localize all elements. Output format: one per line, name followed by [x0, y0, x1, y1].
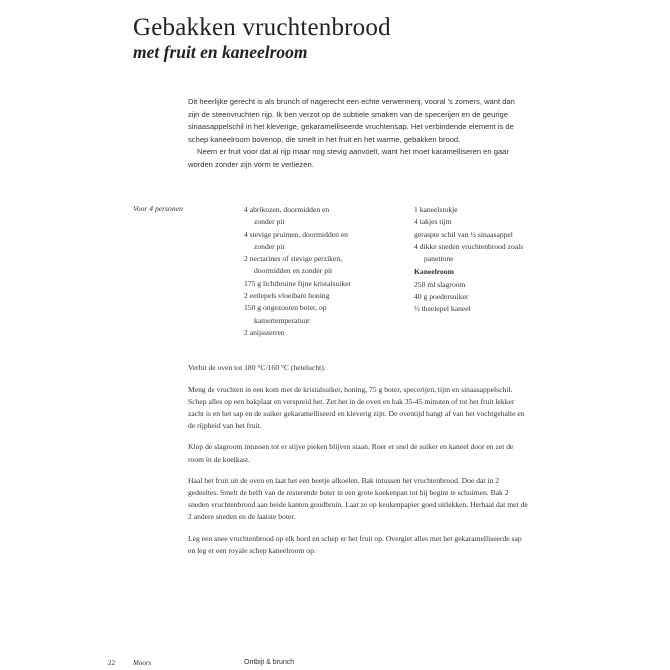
ingredient-line: 1 kaneelstokje	[414, 205, 458, 214]
ingredient-line: doormidden en zonder pit	[254, 266, 333, 276]
method-step: Leg een snee vruchtenbrood op elk bord en schep er het fruit op. Overgiet alles met het gekaramelliseerde sap en leg er een royale schep kaneelroom op.	[188, 534, 522, 556]
page-footer	[0, 659, 670, 670]
ingredient-line: geraspte schil van ½ sinaasappel	[414, 229, 513, 239]
ingredient-line: 150 g ongezouten boter, op	[244, 303, 327, 313]
ingredient-line: 4 dikke sneden vruchtenbrood zoals	[414, 241, 524, 251]
ingredient-line: 250 ml slagroom	[414, 279, 466, 289]
recipe-title: Gebakken vruchtenbrood	[133, 14, 391, 41]
ingredient-subheading: Kaneelroom	[414, 267, 454, 277]
ingredients-column-2	[414, 204, 584, 316]
section-name: Ontbijt & brunch	[244, 659, 295, 666]
ingredient-line: kamertemperatuur	[254, 315, 310, 325]
ingredients-column-1	[244, 204, 404, 339]
ingredient-line: zonder pit	[254, 217, 285, 227]
method-step: Klop de slagroom intussen tot er stijve pieken blijven staan. Roer er snel de suiker en kaneel door en zet de room in de koelkast.	[188, 442, 514, 464]
method-step: Verhit de oven tot 180 °C/160 °C (hetelucht).	[188, 363, 326, 372]
intro-paragraph: Neem er fruit voor dat al rijp maar nog stevig aanvoelt, want het moet karamelliseren en gaar worden zonder zijn vorm te verliezen.	[188, 147, 509, 169]
ingredient-line: 4 stevige pruimen, doormidden en	[244, 229, 348, 239]
ingredient-line: 2 eetlepels vloeibare honing	[244, 291, 330, 301]
ingredient-line: 2 anijssterren	[244, 327, 285, 337]
servings-label: Voor 4 personen	[133, 204, 183, 213]
ingredient-line: 40 g poedersuiker	[414, 292, 469, 302]
intro-paragraph: Dit heerlijke gerecht is als brunch of nagerecht een echte verwennerij, vooral 's zomers, want dan zijn de steenvruchten rijp. Ik ben verzot op de subtiele smaken van de specerijen en de geurige sinaasappelschil in het kleverige, gekaramelliseerde vruchtensap. Het verbindende element is de schep kaneelroom bovenop, die smelt in het fruit en het warme, gebakken brood.	[188, 97, 515, 144]
ingredient-line: ½ theelepel kaneel	[414, 304, 471, 314]
ingredient-line: 175 g lichtbruine fijne kristalsuiker	[244, 278, 352, 288]
intro-text	[188, 96, 528, 172]
ingredient-line: zonder pit	[254, 241, 285, 251]
method-step: Meng de vruchten in een kom met de kristalsuiker, honing, 75 g boter, specerijen, tijm en sinaasappelschil. Schep alles op een bakplaat en verspreid het. Zet het in de oven en bak 35-45 minuten of tot het fruit lekker zacht is en het sap en de suiker gekaramelliseerd en kleverig zijn. De oventijd hangt af van het vochtgehalte en de rijpheid van het fruit.	[188, 384, 525, 430]
ingredient-line: 4 abrikozen, doormidden en	[244, 205, 330, 214]
method-step: Haal het fruit uit de oven en laat het een beetje afkoelen. Bak intussen het vruchtenbrood. Doe dat in 2 gedeeltes. Smelt de helft van de resterende boter in een grote koekenpan tot hij begint te schuimen. Bak 2 sneden vruchtenbrood aan beide kanten goudbruin. Laat ze op keukenpapier goed uitlekken. Herhaal dat met de 2 andere sneden en de laatste boter.	[188, 476, 528, 522]
method-text	[188, 362, 528, 567]
ingredient-line: 4 takjes tijm	[414, 217, 452, 227]
ingredient-line: panettone	[424, 254, 454, 264]
book-title: Moors	[133, 659, 152, 667]
ingredient-line: 2 nectarines of stevige perziken,	[244, 254, 343, 264]
page-number: 22	[108, 659, 115, 667]
recipe-subtitle: met fruit en kaneelroom	[133, 42, 308, 62]
